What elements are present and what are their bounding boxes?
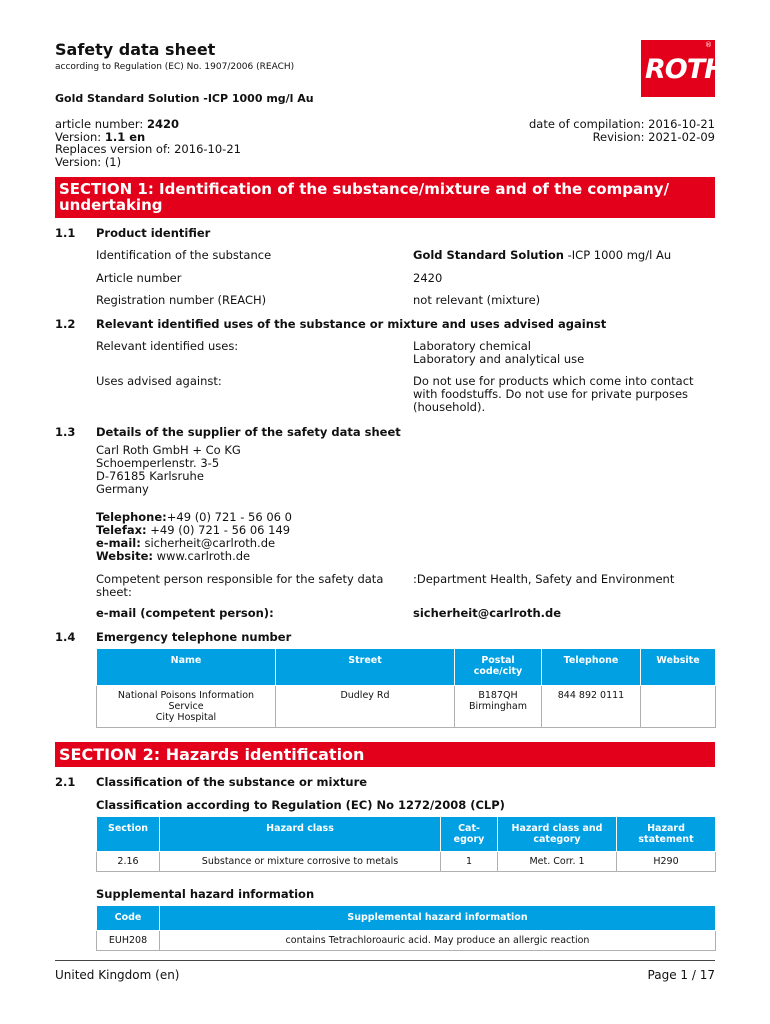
table-row — [97, 931, 716, 951]
address-line: Carl Roth GmbH + Co KG — [96, 443, 241, 457]
article-label: Article number — [96, 271, 182, 285]
column-header: Postal code/city — [455, 649, 542, 686]
roth-logo — [641, 40, 726, 97]
competent-person-label — [96, 573, 383, 599]
regulation-subtitle: according to Regulation (EC) No. 1907/2006 (REACH) — [55, 62, 295, 72]
info-cell: contains Tetrachloroauric acid. May produce an allergic reaction — [160, 931, 716, 951]
subsection-title: Details of the supplier of the safety data sheet — [96, 425, 401, 439]
postal-cell — [455, 686, 542, 728]
address-line: Germany — [96, 482, 149, 496]
subsection-title: Relevant identified uses of the substance or mixture and uses advised against — [96, 317, 607, 331]
email-link[interactable]: sicherheit@carlroth.de — [140, 536, 276, 550]
uses-value-line: Laboratory and analytical use — [413, 352, 585, 366]
version-label: Version: — [55, 129, 105, 144]
column-header — [617, 817, 716, 852]
subsection-title: Product identifier — [96, 226, 211, 240]
article-number-value: 2420 — [146, 117, 179, 131]
identification-value — [413, 249, 671, 262]
street-cell: Dudley Rd — [276, 686, 455, 728]
replaces-version: Replaces version of: 2016-10-21 — [55, 142, 241, 156]
section-1-title-line1: SECTION 1: Identification of the substance/mixture and of the company/ — [59, 180, 670, 198]
category-cell: 1 — [441, 852, 498, 872]
telefax-value: +49 (0) 721 - 56 06 149 — [146, 523, 291, 537]
address-line: D-76185 Karlsruhe — [96, 469, 204, 483]
header-line: Hazard — [647, 823, 685, 834]
section-1-header — [55, 177, 715, 218]
header-line: category — [533, 834, 581, 845]
table-row — [97, 852, 716, 872]
column-header: Website — [641, 649, 716, 686]
product-name: Gold Standard Solution -ICP 1000 mg/l Au — [55, 92, 314, 105]
cell-line: National Poisons Information — [117, 690, 255, 701]
telephone-label: Telephone: — [96, 510, 167, 524]
version-value: 1.1 en — [104, 129, 146, 144]
header-line: Cat- — [458, 823, 480, 834]
date-info — [529, 118, 715, 143]
advised-value — [413, 375, 694, 414]
subsection-number: 2.1 — [55, 775, 76, 789]
subsection-number: 1.4 — [55, 630, 76, 644]
email-label: e-mail: — [96, 536, 141, 550]
supplier-address — [96, 444, 241, 496]
revision-date: Revision: 2021-02-09 — [592, 129, 715, 144]
registration-value: not relevant (mixture) — [413, 293, 541, 307]
identification-value-rest: -ICP 1000 mg/l Au — [563, 248, 672, 262]
hcc-cell: Met. Corr. 1 — [498, 852, 617, 872]
uses-value — [413, 340, 584, 366]
competent-email-label: e-mail (competent person): — [96, 606, 274, 620]
section-2-header: SECTION 2: Hazards identification — [55, 742, 715, 767]
code-cell: EUH208 — [97, 931, 160, 951]
advised-value-line: Do not use for products which come into contact — [413, 374, 694, 388]
registration-label: Registration number (REACH) — [96, 293, 267, 307]
footer-locale: United Kingdom (en) — [55, 968, 180, 982]
subsection-title: Classification of the substance or mixture — [96, 775, 368, 789]
section-1-title-line2: undertaking — [59, 196, 163, 214]
telephone-value: +49 (0) 721 - 56 06 0 — [166, 510, 292, 524]
subsection-number: 1.2 — [55, 317, 76, 331]
cell-line: Service — [168, 701, 204, 712]
column-header — [498, 817, 617, 852]
telefax-label: Telefax: — [96, 523, 147, 537]
article-value: 2420 — [413, 271, 443, 285]
classification-table — [96, 816, 716, 872]
emergency-table — [96, 648, 716, 728]
section-cell: 2.16 — [97, 852, 160, 872]
page-number: Page 1 / 17 — [647, 968, 715, 982]
header-line: Hazard class and — [511, 823, 603, 834]
subsection-number: 1.3 — [55, 425, 76, 439]
compilation-date: date of compilation: 2016-10-21 — [528, 117, 715, 131]
cell-line: City Hospital — [155, 712, 217, 723]
address-line: Schoemperlenstr. 3-5 — [96, 456, 220, 470]
uses-value-line: Laboratory chemical — [413, 339, 531, 353]
website-label: Website: — [96, 549, 153, 563]
footer-divider — [55, 960, 715, 961]
advised-label: Uses advised against: — [96, 374, 222, 388]
table-header-row — [97, 649, 716, 686]
clp-title: Classification according to Regulation (EC) No 1272/2008 (CLP) — [96, 798, 505, 812]
sds-page — [55, 0, 726, 1024]
table-header-row — [97, 906, 716, 931]
column-header: Telephone — [542, 649, 641, 686]
competent-label-line: sheet: — [96, 585, 132, 599]
table-row — [97, 686, 716, 728]
identification-label: Identification of the substance — [96, 248, 272, 262]
column-header: Name — [97, 649, 276, 686]
uses-label: Relevant identified uses: — [96, 339, 239, 353]
column-header: Hazard class — [160, 817, 441, 852]
supplemental-table — [96, 905, 716, 951]
cell-line: Birmingham — [469, 701, 527, 712]
website-link[interactable]: www.carlroth.de — [153, 549, 251, 563]
identification-value-bold: Gold Standard Solution — [413, 248, 564, 262]
advised-value-line: with foodstuffs. Do not use for private purposes — [413, 387, 689, 401]
column-header: Code — [97, 906, 160, 931]
supplemental-title: Supplemental hazard information — [96, 887, 315, 901]
supplier-contacts — [96, 511, 292, 563]
article-number-label: article number: — [55, 117, 147, 131]
telephone-cell: 844 892 0111 — [542, 686, 641, 728]
name-cell — [97, 686, 276, 728]
competent-email-value[interactable]: sicherheit@carlroth.de — [413, 606, 562, 620]
registered-mark: ® — [705, 41, 712, 49]
column-header: Street — [276, 649, 455, 686]
header-line: statement — [638, 834, 694, 845]
competent-person-value: :Department Health, Safety and Environment — [413, 572, 675, 586]
version-info — [55, 118, 241, 168]
hazard-class-cell: Substance or mixture corrosive to metals — [160, 852, 441, 872]
logo-text: ROTH — [645, 54, 726, 85]
statement-cell: H290 — [617, 852, 716, 872]
subsection-number: 1.1 — [55, 226, 76, 240]
old-version: Version: (1) — [55, 154, 122, 169]
column-header — [441, 817, 498, 852]
column-header: Section — [97, 817, 160, 852]
header-line: egory — [453, 834, 485, 845]
table-header-row — [97, 817, 716, 852]
advised-value-line: (household). — [413, 400, 486, 414]
competent-label-line: Competent person responsible for the safety data — [96, 572, 384, 586]
subsection-title: Emergency telephone number — [96, 630, 292, 644]
column-header: Supplemental hazard information — [160, 906, 716, 931]
page-title: Safety data sheet — [55, 40, 216, 59]
cell-line: B187QH — [478, 690, 518, 701]
website-cell — [641, 686, 716, 728]
